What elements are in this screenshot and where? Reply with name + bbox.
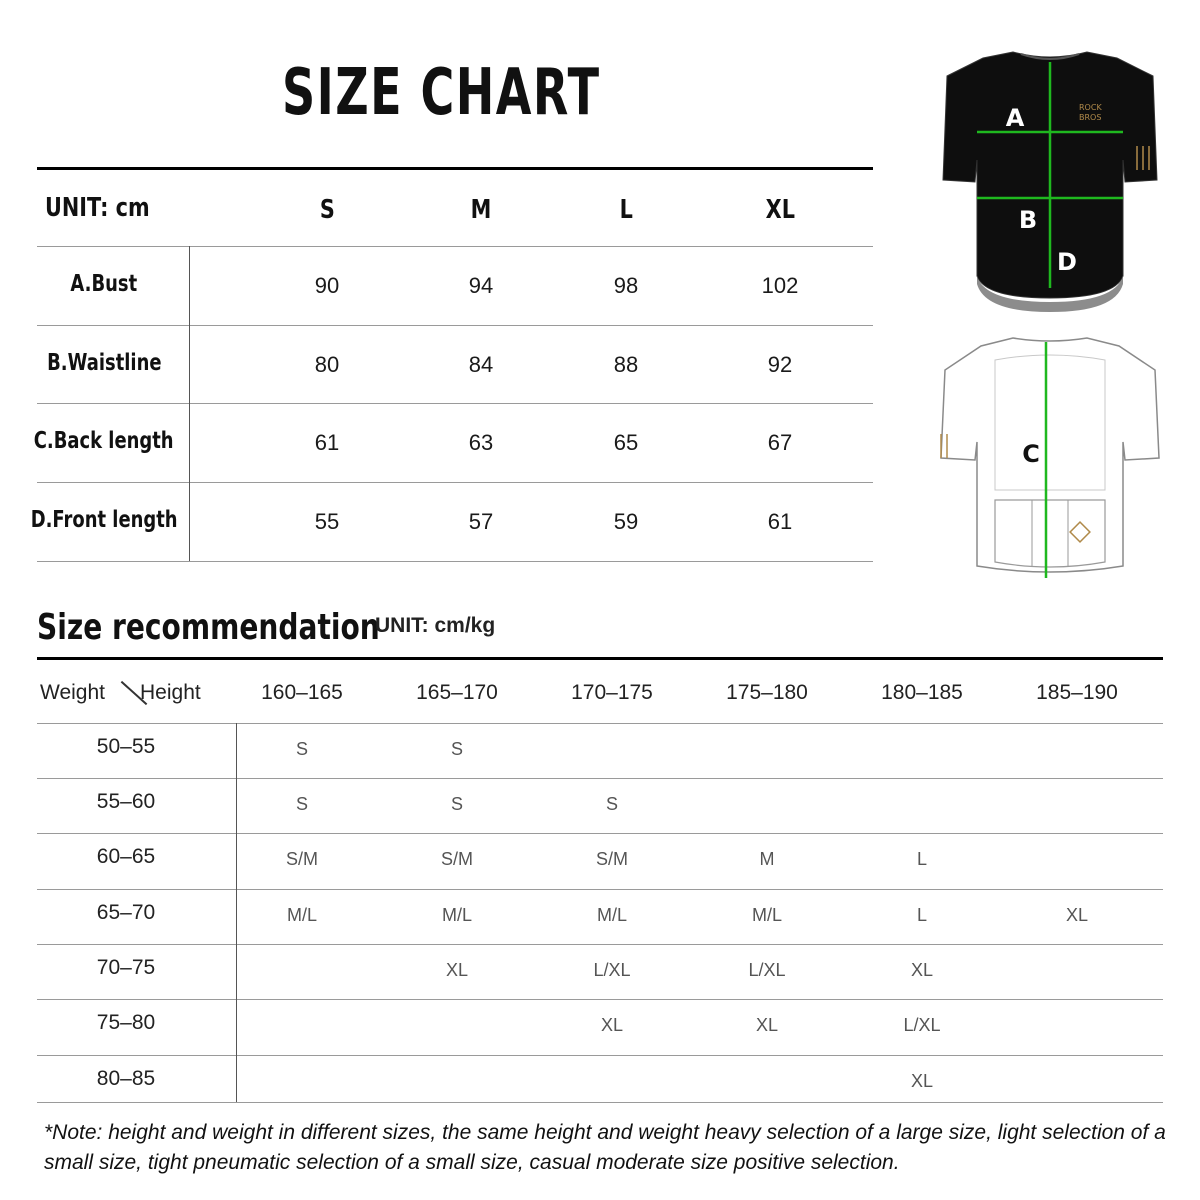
rec-row-divider: [37, 778, 1163, 779]
recommended-size: L/XL: [903, 1015, 941, 1035]
recommended-size: XL: [1065, 905, 1089, 925]
rec-row-divider: [37, 944, 1163, 945]
footnote: *Note: height and weight in different sizes, the same height and weight heavy selection of a large size, light selection of a small size, tight pneumatic selection of a small size, casual moderate size positive selection.: [44, 1121, 1166, 1174]
table-top-rule: [37, 167, 873, 170]
weight-range-label: 75–80: [96, 1010, 156, 1034]
weight-range-label: 65–70: [96, 900, 156, 924]
height-range-header: 175–180: [726, 681, 808, 704]
recommended-size: S/M: [285, 849, 318, 869]
recommended-size: L: [916, 905, 927, 925]
recommended-size: [387, 1057, 527, 1106]
recommended-size: XL: [600, 1015, 624, 1035]
height-range-header: 180–185: [881, 681, 963, 704]
measurement-value: 94: [468, 272, 494, 298]
recommended-size: S/M: [440, 849, 473, 869]
table-bottom-rule: [37, 561, 873, 562]
jersey-front-diagram: [925, 40, 1175, 315]
weight-range-label: 80–85: [96, 1066, 156, 1090]
measurement-value: 59: [613, 508, 639, 534]
weight-range-label: 50–55: [96, 734, 156, 758]
recommendation-unit: UNIT: cm/kg: [375, 614, 496, 637]
rec-row-divider: [37, 889, 1163, 890]
corner-weight-label: Weight: [40, 681, 105, 704]
measurement-value: 98: [613, 272, 639, 298]
recommended-size: [232, 946, 372, 995]
recommended-size: [232, 1057, 372, 1106]
rec-row-divider: [37, 1055, 1163, 1056]
size-header: L: [619, 195, 633, 225]
recommended-size: L/XL: [593, 960, 631, 980]
size-header: M: [470, 195, 492, 225]
measurement-label: A.Bust: [70, 270, 138, 297]
marker-b: B: [1018, 206, 1038, 234]
measurement-value: 84: [468, 351, 494, 377]
jersey-back-diagram: [925, 330, 1175, 590]
recommended-size: [697, 780, 837, 829]
height-range-header: 185–190: [1036, 681, 1118, 704]
height-range-header: 170–175: [571, 681, 653, 704]
measurement-label: B.Waistline: [46, 349, 162, 376]
measurement-value: 57: [468, 508, 494, 534]
recommended-size: [697, 725, 837, 774]
weight-column-divider: [236, 723, 237, 1102]
recommended-size: S: [605, 794, 618, 814]
recommended-size: M/L: [596, 905, 627, 925]
rec-row-divider: [37, 833, 1163, 834]
recommended-size: [852, 725, 992, 774]
recommended-size: XL: [910, 960, 934, 980]
size-header: S: [319, 195, 335, 225]
recommended-size: M/L: [286, 905, 317, 925]
recommended-size: M/L: [441, 905, 472, 925]
recommended-size: [1007, 725, 1147, 774]
recommended-size: [1007, 1001, 1147, 1050]
rec-bottom-rule: [37, 1102, 1163, 1103]
measurement-value: 102: [761, 272, 799, 298]
recommended-size: S: [295, 794, 308, 814]
recommended-size: [1007, 1057, 1147, 1106]
recommended-size: [1007, 835, 1147, 884]
marker-d: D: [1057, 248, 1077, 276]
recommended-size: S/M: [595, 849, 628, 869]
recommended-size: [232, 1001, 372, 1050]
weight-range-label: 70–75: [96, 955, 156, 979]
recommended-size: [1007, 780, 1147, 829]
rec-row-divider: [37, 723, 1163, 724]
page-title: SIZE CHART: [282, 56, 601, 130]
recommended-size: [1007, 946, 1147, 995]
label-column-divider: [189, 246, 190, 561]
measurement-value: 55: [314, 508, 340, 534]
measurement-value: 92: [767, 351, 793, 377]
recommended-size: [387, 1001, 527, 1050]
rec-top-rule: [37, 657, 1163, 660]
measurement-label: D.Front length: [30, 506, 178, 533]
brand-logo-line2: BROS: [1079, 113, 1102, 122]
marker-a: A: [1005, 104, 1025, 132]
measurement-value: 90: [314, 272, 340, 298]
recommended-size: [697, 1057, 837, 1106]
measurement-value: 63: [468, 429, 494, 455]
measurement-value: 61: [314, 429, 340, 455]
measurement-label: C.Back length: [34, 427, 174, 454]
recommended-size: M: [759, 849, 775, 869]
height-range-header: 160–165: [261, 681, 343, 704]
recommended-size: XL: [755, 1015, 779, 1035]
height-range-header: 165–170: [416, 681, 498, 704]
recommended-size: XL: [910, 1071, 934, 1091]
rec-row-divider: [37, 999, 1163, 1000]
recommended-size: L/XL: [748, 960, 786, 980]
recommended-size: S: [450, 794, 463, 814]
measurement-value: 65: [613, 429, 639, 455]
recommended-size: S: [295, 739, 308, 759]
recommendation-title: Size recommendation: [37, 606, 380, 648]
jersey-back-body: [941, 338, 1159, 572]
measurement-value: 67: [767, 429, 793, 455]
recommended-size: XL: [445, 960, 469, 980]
recommended-size: S: [450, 739, 463, 759]
marker-c: C: [1022, 440, 1040, 468]
measurement-value: 61: [767, 508, 793, 534]
brand-logo-line1: ROCK: [1079, 103, 1102, 112]
measurement-value: 80: [314, 351, 340, 377]
measurement-value: 88: [613, 351, 639, 377]
weight-range-label: 55–60: [96, 789, 156, 813]
corner-height-label: Height: [140, 681, 201, 704]
recommended-size: L: [916, 849, 927, 869]
recommended-size: M/L: [751, 905, 782, 925]
size-header: XL: [765, 195, 795, 225]
recommended-size: [542, 725, 682, 774]
recommended-size: [852, 780, 992, 829]
weight-range-label: 60–65: [96, 844, 156, 868]
recommended-size: [542, 1057, 682, 1106]
unit-label: UNIT: cm: [45, 193, 150, 223]
